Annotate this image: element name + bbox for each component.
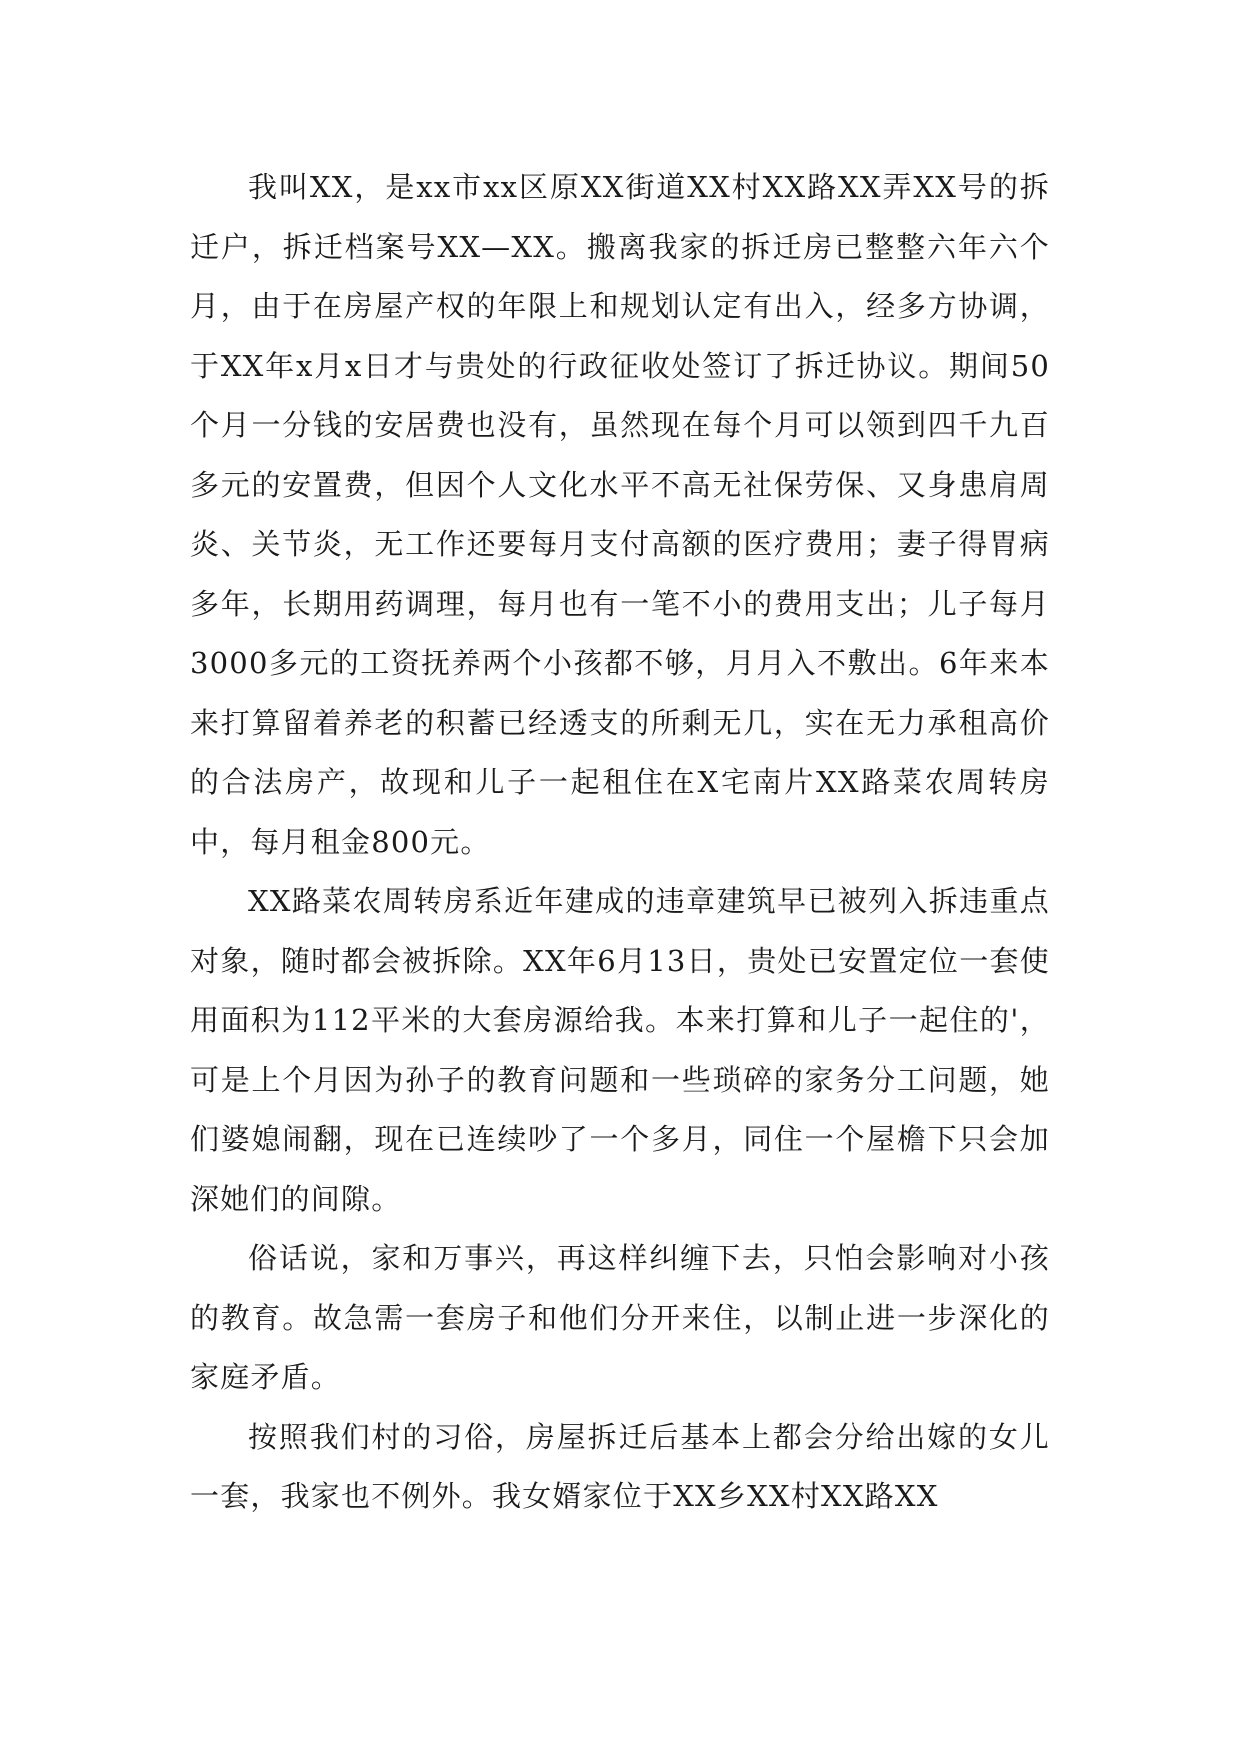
document-body <box>190 158 1050 1527</box>
paragraph-4: 按照我们村的习俗，房屋拆迁后基本上都会分给出嫁的女儿一套，我家也不例外。我女婿家位于XX乡XX村XX路XX <box>190 1419 1050 1513</box>
paragraph-2: XX路菜农周转房系近年建成的违章建筑早已被列入拆违重点对象，随时都会被拆除。XX年6月13日，贵处已安置定位一套使用面积为112平米的大套房源给我。本来打算和儿子一起住的'，可是上个月因为孙子的教育问题和一些琐碎的家务分工问题，她们婆媳闹翻，现在已连续吵了一个多月，同住一个屋檐下只会加深她们的间隙。 <box>190 884 1050 1216</box>
paragraph-1: 我叫XX，是xx市xx区原XX街道XX村XX路XX弄XX号的拆迁户，拆迁档案号XX—XX。搬离我家的拆迁房已整整六年六个月，由于在房屋产权的年限上和规划认定有出入，经多方协调，于XX年x月x日才与贵处的行政征收处签订了拆迁协议。期间50个月一分钱的安居费也没有，虽然现在每个月可以领到四千九百多元的安置费，但因个人文化水平不高无社保劳保、又身患肩周炎、关节炎，无工作还要每月支付高额的医疗费用；妻子得胃病多年，长期用药调理，每月也有一笔不小的费用支出；儿子每月3000多元的工资抚养两个小孩都不够，月月入不敷出。6年来本来打算留着养老的积蓄已经透支的所剩无几，实在无力承租高价的合法房产，故现和儿子一起租住在X宅南片XX路菜农周转房中，每月租金800元。 <box>190 170 1050 859</box>
paragraph-3: 俗话说，家和万事兴，再这样纠缠下去，只怕会影响对小孩的教育。故急需一套房子和他们分开来住，以制止进一步深化的家庭矛盾。 <box>190 1241 1050 1394</box>
